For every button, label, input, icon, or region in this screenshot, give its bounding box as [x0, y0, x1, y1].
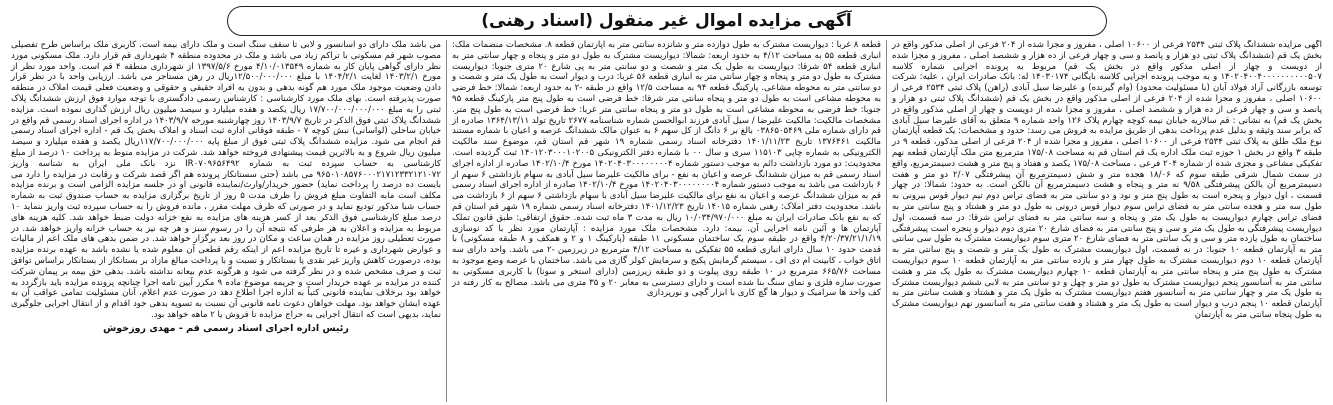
notice-title: آگهی مزایده اموال غیر منقول (اسناد رهنی) [481, 11, 852, 31]
notice-column-1 [887, 40, 1327, 402]
notice-body [6, 40, 1327, 402]
notice-column-2 [447, 40, 887, 402]
notice-column-1-text: آگهی مزایده ششدانگ پلاک ثبتی ۲۵۳۴ فرعی از ۱۰۶۰۰ اصلی ، مفروز و مجزا شده از ۲۰۴ فرعی از اصلی مذکور واقع در بخش یک قم (ششدانگ پلاک ثبتی دو هزار و پانصد و سی و چهار فرعی از ده هزار و ششصد اصلی ، مفروز و مجزا شده از دویست و چهار از اصلی مذکور واقع در بخش یک قم) مربوط به پرونده اجرایی شماره کلاسه ۱۴۰۲۰۴۰۰۴۰۰۰۰۰۰۰۰۰۰۵۰۷ و به موجب پرونده اجرایی کلاسه بایگانی ۱۴۰۳۰۱۷۴ له: بانک صادرات ایران ، علیه: شرکت توسعه بازرگانی آراد فولاد آبان (با مسئولیت محدود) (وام گیرنده) و علیرضا سیل آبادی (راهن) پلاک ثبتی ۲۵۳۴ فرعی از ۱۰۶۰۰ اصلی ، مفروز و مجزا شده از ۲۰۴ فرعی از اصلی مذکور واقع در بخش یک قم (ششدانگ پلاک ثبتی دو هزار و پانصد و سی و چهار فرعی از ده هزار و ششصد اصلی ، مفروز و مجزا شده از دویست و چهار از اصلی مذکور واقع در بخش یک قم) به نشانی : قم سالاریه خیابان نیمه کوچه چهارم پلاک ۱۲۶ واحد شماره ۹ متعلق به آقای علیرضا سیل آبادی که برابر سند وثیقه و بدلیل عدم پرداخت بدهی از طریق مزایده به فروش می رسد: حدود و مشخصات: یک قطعه آپارتمان نوع ملک طلق به پلاک ثبتی ۲۵۳۴ فرعی از ۱۰۶۰۰ اصلی ، مفروز و مجزا شده از ۲۰۴ فرعی از اصلی مذکور، قطعه ۹ در طبقه ۳ واقع در بخش ۱ حوزه ثبت ملک اداره یک قم استان قم به مساحت ۱۷۵/۰۸ مترمربع متن ملک آپارتمان قطعه نهم تفکیکی مشاعی و مجزی شده از شماره ۲۰۴ فرعی ، مساحت ۱۷۵/۰۸ یکصد و هفتاد و پنج متر و هشت دسیمترمربع، واقع در سمت شمال شرقی طبقه سوم که ۱۸/۰۶ هجده متر و شش دسیمترمربع آن پیشرفتگی ۲/۰۷ دو متر و هفت دسیمترمربع آن بالکن پیشرفتگی ۹/۵۸ نه متر و پنجاه و هشت دسیمترمربع آن بالکن است. به حدود: شمالا: در چهار قسمت ، اول دیوار و پنجره است به طول پنج متر و نود و دو سانتی متر به فضای تراس دوم تیم دیوار قوس بیرونی به طول سه متر و هجده سانتی متر به فضای تراس سوم دیوار قوس درونی به طول دو متر و هشتاد و پنج سانتی متر به فضای تراس چهارم دیواریست به طول یک متر و پنجاه و سه سانتی متر به فضای تراس شرقا: در سه قسمت، اول دیواریست پیشرفتگی به طول یک متر و سی و پنج سانتی متر به فضای شارع ۲۰ متری دوم دیوار و پنجره است پیشرفتگی ساختمان به طول یازده متر و سی و یک سانتی متر به فضای شارع ۲۰ متری سوم دیواریست مشترک به طول سی سانتی متر به آپارتمان قطعه ۱۰ جنوبا: در نه قسمت، اول دیواریست مشترک به طول یک متر و شصت و پنج سانتی متر به آپارتمان قطعه ۱۰ دوم دیواریست مشترک به طول چهار متر و یازده سانتی متر به آپارتمان قطعه ۱۰ سوم دیواریست مشترک به طول پنج متر و پنجاه سانتی متر به آپارتمان قطعه ۱۰ چهارم دیواریست مشترک به طول یک متر و هشت سانتی متر به آسانسور پنجم دیواریست مشترک به طول دو متر و چهل و دو سانتی متر به لابی ششم دیواریست مشترک به طول یک متر و چهار سانتی متر به آسانسور هفتم دیواریست مشترک به طول یک متر و هشتاد و هشت سانتی متر به آپارتمان قطعه ۱۰ پنجم درب و دیوار است به طول یک متر و هشتاد و هفت سانتی متر به آسانسور نهم دیواریست مشترک به طول پنجاه سانتی متر به آپارتمان [892, 40, 1323, 320]
notice-column-2-text: قطعه ۸ غربا : دیواریست مشترک به طول دوازده متر و شانزده سانتی متر به آپارتمان قطعه ۸. مشخصات منضمات ملک: انباری قطعه ۵۵ به مساحت ۴/۱۲ به حدود اربعه: شمالا: دیواریست مشترک به طول دو متر و پنجاه و چهار سانتی متر به انباری قطعه ۵۴ شرقا: دیواریست به طول یک متر و شصت و دو سانتی متر به پی شارع ۲۰ متری جنوبا: دیواریست مشترک به طول دو متر و پنجاه و چهار سانتی متر به انباری قطعه ۵۶ غربا: درب و دیوار است به طول یک متر و شصت و دو سانتی متر به محوطه مشاعی. پارکینگ قطعه ۹۴ به مساحت ۱۲/۵ واقع در طبقه -۲ به حدود اربعه: شمالا: خط فرضی به محوطه مشاعی است به طول دو متر و پنجاه سانتی متر شرقا: خط فرضی است به طول پنج متر پارکینگ قطعه ۹۵ جنوبا: خط فرضی به محوطه مشاعی است به طول دو متر و پنجاه سانتی متر غربا: خط فرضی است به طول پنج متر. مشخصات مالکیت: مالکیت علیرضا / سیل آبادی فرزند ابوالحسن شماره شناسنامه ۲۶۷۷ تاریخ تولد ۱۳۶۴/۱۳/۱۱ صادره از قم دارای شماره ملی ۰۳۸۶۵۰۵۴۶۹ بالغ بر ۶ دانگ از کل سهم ۶ به عنوان مالک ششدانگ عرصه و اعیان با شماره مستند مالکیت ۱۳۷۶۴۶۱ تاریخ ۱۴۰۱/۱۱/۲۳ دفترخانه اسناد رسمی شماره ۱۹ شهر قم استان قم، موضوع سند مالکیت الکترونیکی به شماره چاپی ۱۱۵۱۰۳ سری و سال ۰۰ با شماره دفتر الکترونیکی ۱۴۰۱۲۰۳۰۰۰۱۰۲۰۰۵ ثبت گردیده است. محدودیت: دو مورد بازداشت دائم به موجب دستور شماره ۱۴۰۲۰۴۰۳۰۰۰۰۰۰۰۰۴ مورخ ۱۴۰۲/۱۰/۴ صادره از اداره اجرای اسناد رسمی قم به میزان ششدانگ عرصه و اعیان به نفع - برای مالکیت علیرضا سیل آبادی به سهام بازداشتی ۶ سهم از ۶ بازداشت می باشد به موجب دستور شماره ۱۴۰۲۰۴۰۳۰۰۰۰۰۰۰۰۴ مورخ ۱۴۰۲/۱۰/۴ صادره از اداره اجرای اسناد رسمی قم به میزان ششدانگ عرصه و اعیان به نفع برای مالکیت علیرضا سیل آبادی با سهام بازداشتی ۶ سهم از ۶ بازداشت می باشد. محدودیت دفتر املاک: رهنی شماره ۱۴۰۱۵ تاریخ ۱۴۰۱/۱۲/۲۳ دفترخانه اسناد رسمی شماره ۱۹ شهر قم استان قم که به نفع بانک صادرات ایران به مبلغ ۱۰/۰۳۴/۹۷۰/۰۰۰ ریال به مدت ۳ ماه ثبت شده. حقوق ارتفاقی: طبق قانون تملک آپارتمان ها و آئین نامه اجرایی آن. بیمه: دارد. مشخصات ملک مورد مزایده : آپارتمان مورد نظر با کد نوسازی ۴/۲۰/۳۷/۲۱/۱/۱۹ واقع در طبقه سوم یک ساختمان مسکونی ۱۱ طبقه (پارکینگ ۱ و ۲ و همکف و ۸ طبقه مسکونی) با قدمت حدود ۱۰ سال دارای انباری قطعه ۵۵ تفکیکی به مساحت ۴/۱۲ مترمربع در زیرزمین -۲ می باشد. واحد دارای سه اتاق خواب ، کابینت ام دی اف ، سیستم گرمایش پکیج و سرمایش کولر گازی می باشد. ساختمان با عرصه وضع موجود به مساحت ۶۶۵/۷۶ مترمربع در ۱۰ طبقه روی پیلوت و دو طبقه زیرزمین (دارای استخر و سونا) با کاربری مسکونی به صورت سازه فلزی و نمای سنگ بنا شده است و دارای دسترسی به معابر ۲۰ و ۳۵ متری می باشد. مصالح به کار رفته در کف واحد ها سرامیک و دیوار ها گچ کاری با ابزار گچی و نورپردازی [452, 40, 882, 299]
notice-column-3-text: می باشد ملک دارای دو آسانسور و لابی تا سقف سنگ است و ملک دارای بیمه است. کاربری ملک براساس طرح تفصیلی مصوب شهر قم مسکونی با تراکم زیاد می باشد و ملک در محدوده منطقه ۴ شهرداری قم قرار دارد. ملک مسکونی مورد نظر دارای گواهی پایان کار به شماره ۴/۱۰/۰۱۳۵۴۹ مورخ ۱۳۹۷/۵/۶ از شهرداری منطقه ۴ قم است. واحد مورد نظر از مورخ ۱۴۰۳/۲/۱ لغایت ۱۴۰۴/۲/۱ با مبلغ ۱۲/۵۰۰/۰۰۰/۰۰۰ریال در رهن مستاجر می باشد. ارزیابی واحد با در نظر قرار دادن وضعیت موجود ملک مورد هم گونه بدهی و بدون به افراد حقیقی و حقوقی و وضعیت فعلی قیمت املاک در منطقه صورت پذیرفته است. بهای ملک مورد کارشناسی : کارشناس رسمی دادگستری با توجه موارد فوق ارزش ششدانگ پلاک ثبتی را به مبلغ ۱۷/۷۰۰/۰۰۰/۰۰۰/۰۰۰ ریال یکصد و هفده میلیارد و سیصد میلیون ریال ارزش گذاری نموده است. مزایده ششدانگ پلاک ثبتی فوق الذکر در تاریخ ۱۴۰۳/۹/۷ روز چهارشنبه مورخه ۱۴۰۳/۹/۷ در اداره اجرای اسناد رسمی قم واقع در خیابان ساحلی (لواسانی) نبش کوچه ۷ - طبقه فوقانی اداره ثبت اسناد و املاک بخش یک قم - اداره اجرای اسناد رسمی قم انجام می شود. مزایده ششدانگ پلاک ثبتی فوق از مبلغ پایه ۱۱۷/۷۰۰/۰۰۰/۰۰۰ریال یکصد و هفده میلیارد و سیصد میلیون ریال شروع و به بالاترین قیمت پیشنهادی فروخته خواهد شد. شرکت در مزایده منوط به پرداخت ۱۰ درصد از مبلغ کارشناسی به حساب سپرده ثبت به شماره IR۰۷۰۹۶۵۶۴۹۲ نزد بانک ملی ایران به شناسه واریز ۹۶۵۰۱۰۸۵۷۶۰۰۰۲۱۷۱۲۳۳۲۱۲۱۰۷۲ می باشد (حتی سستانکار پرونده هم اگر قصد شرکت و رقابت در مزایده را دارد می بایست ده درصد را پرداخت نماید) حضور خریدار/وارث/نماینده قانونی او در جلسه مزایده الزامی است و برنده مزایده مکلف است مابه التفاوت مبلغ فروش را ظرف مدت ۵ روز از تاریخ برگزاری مزایده به حساب صندوق ثبت به شماره حساب شبا مذکور تودیع نماید و در صورتی که ظرف مهلت مقرر ، مانده فروش را به حساب سپرده ثبت واریز ننماید ۱۰ درصد مبلغ کارشناسی فوق الذکر بعد از کسر هزینه های مزایده به نفع خزانه دولت ضبط خواهد شد. کلیه هزینه های مربوط به مزایده و اعلان به هر طرفی که نتیجه آن را در رسوم سبز و هر چه نیز به حساب خزانه واریز خواهد شد. در صورت تعطیلی روز مزایده در همان ساعت و مکان در روز بعد برگزار خواهد شد. در ضمن بدهی های ملک اعم از مالیات و عوارض شهرداری و غیره تا تاریخ مزایده اعم از اینکه رقم قطعی آن معلوم شده یا نشده باشد به عهده برنده مزایده بوده، درصورت کاهش واریز غیر نقدی یا بستانکار و نسبت و با پرداخت مبالغ مازاد بر بستانکار از بستانکار براساس توافق ثبت و صرف مشخص شده و در نظر گرفته می شود و هرگونه عدم بیعانه نداشته باشد. بدهی حق بیمه بر پیمان شرکت کننده در مزایده بر عهده خریدار است و جریمه موضوع ماده ۹ مکرر آیین نامه اجرا چنانچه پرونده مزایده باید بازگردد به خواهد بود برخلاف نماینده قانونی کتباً به اداره اجرا اطلاع دهد در صورت عدم اعلام، آنان مسئولیت تمامی عواقب آن به عهده ایشان خواهد بود. مهلت خواهان دعوت نامه قانونی آن نسبت به تسویه بدهی خود اقدام و از انتقال اجرایی جلوگیری نماید، بدیهی است که انتقال اجرایی به حراج مزایده تا فروش یا ۲ ماهه خواهد بود. [11, 40, 442, 320]
notice-column-3 [6, 40, 447, 402]
notice-signature: رئیس اداره اجرای اسناد رسمی قم - مهدی روزخوش [103, 322, 349, 334]
notice-title-frame [227, 6, 1107, 36]
